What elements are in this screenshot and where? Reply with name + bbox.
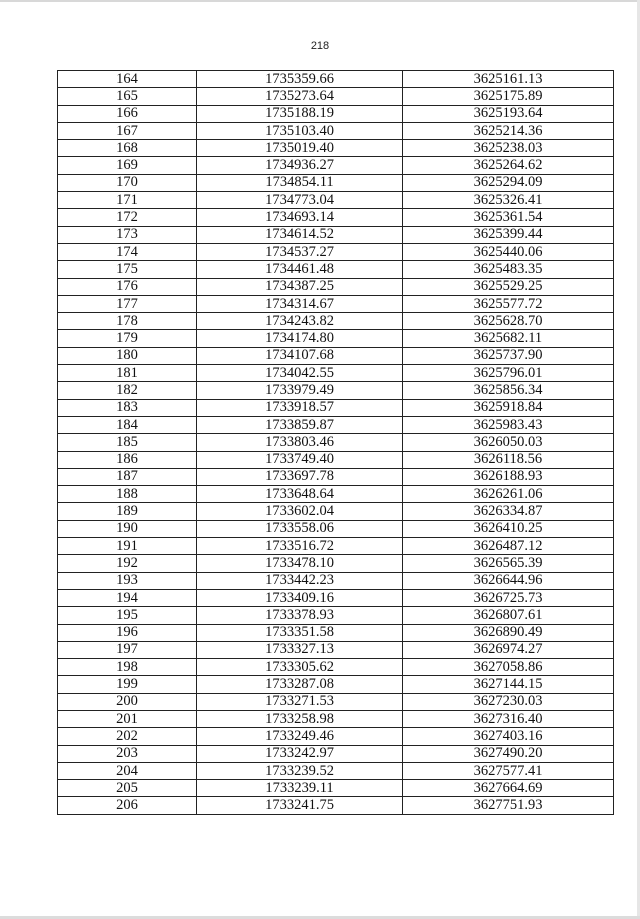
point-number-cell: 194 (58, 589, 197, 606)
table-row (58, 797, 614, 814)
y-coordinate-cell: 3627490.20 (403, 745, 614, 762)
point-number-cell: 197 (58, 641, 197, 658)
y-coordinate-cell: 3625175.89 (403, 88, 614, 105)
y-coordinate-cell: 3626261.06 (403, 486, 614, 503)
y-coordinate-cell: 3626487.12 (403, 538, 614, 555)
x-coordinate-cell: 1735103.40 (197, 122, 403, 139)
x-coordinate-cell: 1735188.19 (197, 105, 403, 122)
x-coordinate-cell: 1734387.25 (197, 278, 403, 295)
y-coordinate-cell: 3627316.40 (403, 710, 614, 727)
x-coordinate-cell: 1733979.49 (197, 382, 403, 399)
x-coordinate-cell: 1733239.52 (197, 762, 403, 779)
point-number-cell: 190 (58, 520, 197, 537)
y-coordinate-cell: 3627751.93 (403, 797, 614, 814)
point-number-cell: 181 (58, 365, 197, 382)
y-coordinate-cell: 3626725.73 (403, 589, 614, 606)
y-coordinate-cell: 3625529.25 (403, 278, 614, 295)
point-number-cell: 180 (58, 347, 197, 364)
table-row (58, 192, 614, 209)
x-coordinate-cell: 1733558.06 (197, 520, 403, 537)
table-row (58, 365, 614, 382)
point-number-cell: 175 (58, 261, 197, 278)
table-row (58, 745, 614, 762)
x-coordinate-cell: 1734854.11 (197, 174, 403, 191)
y-coordinate-cell: 3625238.03 (403, 140, 614, 157)
y-coordinate-cell: 3626334.87 (403, 503, 614, 520)
y-coordinate-cell: 3625737.90 (403, 347, 614, 364)
point-number-cell: 166 (58, 105, 197, 122)
table-row (58, 261, 614, 278)
x-coordinate-cell: 1733859.87 (197, 416, 403, 433)
y-coordinate-cell: 3625628.70 (403, 313, 614, 330)
table-row (58, 780, 614, 797)
table-row (58, 555, 614, 572)
y-coordinate-cell: 3626644.96 (403, 572, 614, 589)
coordinates-table-body (58, 71, 614, 815)
y-coordinate-cell: 3625326.41 (403, 192, 614, 209)
y-coordinate-cell: 3627664.69 (403, 780, 614, 797)
y-coordinate-cell: 3625399.44 (403, 226, 614, 243)
table-row (58, 538, 614, 555)
table-row (58, 468, 614, 485)
y-coordinate-cell: 3626118.56 (403, 451, 614, 468)
y-coordinate-cell: 3627058.86 (403, 659, 614, 676)
point-number-cell: 172 (58, 209, 197, 226)
table-row (58, 641, 614, 658)
x-coordinate-cell: 1734537.27 (197, 243, 403, 260)
point-number-cell: 168 (58, 140, 197, 157)
x-coordinate-cell: 1734243.82 (197, 313, 403, 330)
y-coordinate-cell: 3627403.16 (403, 728, 614, 745)
y-coordinate-cell: 3625440.06 (403, 243, 614, 260)
y-coordinate-cell: 3625796.01 (403, 365, 614, 382)
x-coordinate-cell: 1733239.11 (197, 780, 403, 797)
point-number-cell: 176 (58, 278, 197, 295)
point-number-cell: 206 (58, 797, 197, 814)
y-coordinate-cell: 3625983.43 (403, 416, 614, 433)
x-coordinate-cell: 1734693.14 (197, 209, 403, 226)
point-number-cell: 167 (58, 122, 197, 139)
x-coordinate-cell: 1733918.57 (197, 399, 403, 416)
point-number-cell: 164 (58, 71, 197, 88)
x-coordinate-cell: 1733258.98 (197, 710, 403, 727)
point-number-cell: 178 (58, 313, 197, 330)
table-row (58, 659, 614, 676)
table-row (58, 710, 614, 727)
table-row (58, 295, 614, 312)
x-coordinate-cell: 1733351.58 (197, 624, 403, 641)
x-coordinate-cell: 1734773.04 (197, 192, 403, 209)
point-number-cell: 201 (58, 710, 197, 727)
point-number-cell: 165 (58, 88, 197, 105)
table-row (58, 347, 614, 364)
y-coordinate-cell: 3627144.15 (403, 676, 614, 693)
table-row (58, 762, 614, 779)
y-coordinate-cell: 3626188.93 (403, 468, 614, 485)
table-row (58, 174, 614, 191)
point-number-cell: 195 (58, 607, 197, 624)
x-coordinate-cell: 1734107.68 (197, 347, 403, 364)
table-row (58, 88, 614, 105)
x-coordinate-cell: 1733697.78 (197, 468, 403, 485)
y-coordinate-cell: 3625682.11 (403, 330, 614, 347)
table-row (58, 122, 614, 139)
y-coordinate-cell: 3626974.27 (403, 641, 614, 658)
point-number-cell: 174 (58, 243, 197, 260)
x-coordinate-cell: 1734042.55 (197, 365, 403, 382)
x-coordinate-cell: 1733478.10 (197, 555, 403, 572)
x-coordinate-cell: 1733287.08 (197, 676, 403, 693)
x-coordinate-cell: 1733271.53 (197, 693, 403, 710)
y-coordinate-cell: 3625294.09 (403, 174, 614, 191)
point-number-cell: 170 (58, 174, 197, 191)
x-coordinate-cell: 1733803.46 (197, 434, 403, 451)
table-row (58, 503, 614, 520)
point-number-cell: 182 (58, 382, 197, 399)
table-row (58, 520, 614, 537)
table-row (58, 226, 614, 243)
x-coordinate-cell: 1734314.67 (197, 295, 403, 312)
x-coordinate-cell: 1735019.40 (197, 140, 403, 157)
x-coordinate-cell: 1735359.66 (197, 71, 403, 88)
point-number-cell: 184 (58, 416, 197, 433)
y-coordinate-cell: 3626410.25 (403, 520, 614, 537)
point-number-cell: 185 (58, 434, 197, 451)
y-coordinate-cell: 3627577.41 (403, 762, 614, 779)
table-row (58, 434, 614, 451)
x-coordinate-cell: 1733516.72 (197, 538, 403, 555)
x-coordinate-cell: 1733442.23 (197, 572, 403, 589)
point-number-cell: 171 (58, 192, 197, 209)
x-coordinate-cell: 1733305.62 (197, 659, 403, 676)
y-coordinate-cell: 3626807.61 (403, 607, 614, 624)
x-coordinate-cell: 1733378.93 (197, 607, 403, 624)
page-number: 218 (310, 40, 330, 52)
y-coordinate-cell: 3625161.13 (403, 71, 614, 88)
point-number-cell: 186 (58, 451, 197, 468)
x-coordinate-cell: 1734461.48 (197, 261, 403, 278)
table-row (58, 140, 614, 157)
x-coordinate-cell: 1733648.64 (197, 486, 403, 503)
coordinates-table (57, 70, 614, 815)
table-row (58, 382, 614, 399)
point-number-cell: 198 (58, 659, 197, 676)
table-row (58, 589, 614, 606)
y-coordinate-cell: 3625856.34 (403, 382, 614, 399)
point-number-cell: 196 (58, 624, 197, 641)
y-coordinate-cell: 3626890.49 (403, 624, 614, 641)
y-coordinate-cell: 3627230.03 (403, 693, 614, 710)
y-coordinate-cell: 3625918.84 (403, 399, 614, 416)
table-row (58, 330, 614, 347)
point-number-cell: 192 (58, 555, 197, 572)
point-number-cell: 191 (58, 538, 197, 555)
y-coordinate-cell: 3625214.36 (403, 122, 614, 139)
x-coordinate-cell: 1733242.97 (197, 745, 403, 762)
point-number-cell: 187 (58, 468, 197, 485)
table-row (58, 71, 614, 88)
y-coordinate-cell: 3625193.64 (403, 105, 614, 122)
table-row (58, 572, 614, 589)
table-row (58, 728, 614, 745)
scan-edge-top (0, 0, 640, 2)
point-number-cell: 188 (58, 486, 197, 503)
x-coordinate-cell: 1735273.64 (197, 88, 403, 105)
table-row (58, 607, 614, 624)
table-row (58, 243, 614, 260)
table-row (58, 278, 614, 295)
point-number-cell: 189 (58, 503, 197, 520)
table-row (58, 693, 614, 710)
table-row (58, 624, 614, 641)
y-coordinate-cell: 3626050.03 (403, 434, 614, 451)
table-row (58, 486, 614, 503)
point-number-cell: 199 (58, 676, 197, 693)
x-coordinate-cell: 1734174.80 (197, 330, 403, 347)
table-row (58, 105, 614, 122)
point-number-cell: 200 (58, 693, 197, 710)
table-row (58, 676, 614, 693)
y-coordinate-cell: 3625577.72 (403, 295, 614, 312)
table-row (58, 399, 614, 416)
table-row (58, 157, 614, 174)
point-number-cell: 173 (58, 226, 197, 243)
point-number-cell: 179 (58, 330, 197, 347)
x-coordinate-cell: 1734936.27 (197, 157, 403, 174)
x-coordinate-cell: 1733749.40 (197, 451, 403, 468)
point-number-cell: 193 (58, 572, 197, 589)
point-number-cell: 203 (58, 745, 197, 762)
x-coordinate-cell: 1733241.75 (197, 797, 403, 814)
point-number-cell: 202 (58, 728, 197, 745)
point-number-cell: 204 (58, 762, 197, 779)
point-number-cell: 183 (58, 399, 197, 416)
x-coordinate-cell: 1734614.52 (197, 226, 403, 243)
table-row (58, 209, 614, 226)
point-number-cell: 205 (58, 780, 197, 797)
x-coordinate-cell: 1733249.46 (197, 728, 403, 745)
y-coordinate-cell: 3625264.62 (403, 157, 614, 174)
x-coordinate-cell: 1733327.13 (197, 641, 403, 658)
y-coordinate-cell: 3625483.35 (403, 261, 614, 278)
table-row (58, 451, 614, 468)
table-row (58, 416, 614, 433)
x-coordinate-cell: 1733602.04 (197, 503, 403, 520)
y-coordinate-cell: 3625361.54 (403, 209, 614, 226)
y-coordinate-cell: 3626565.39 (403, 555, 614, 572)
x-coordinate-cell: 1733409.16 (197, 589, 403, 606)
table-row (58, 313, 614, 330)
point-number-cell: 177 (58, 295, 197, 312)
point-number-cell: 169 (58, 157, 197, 174)
